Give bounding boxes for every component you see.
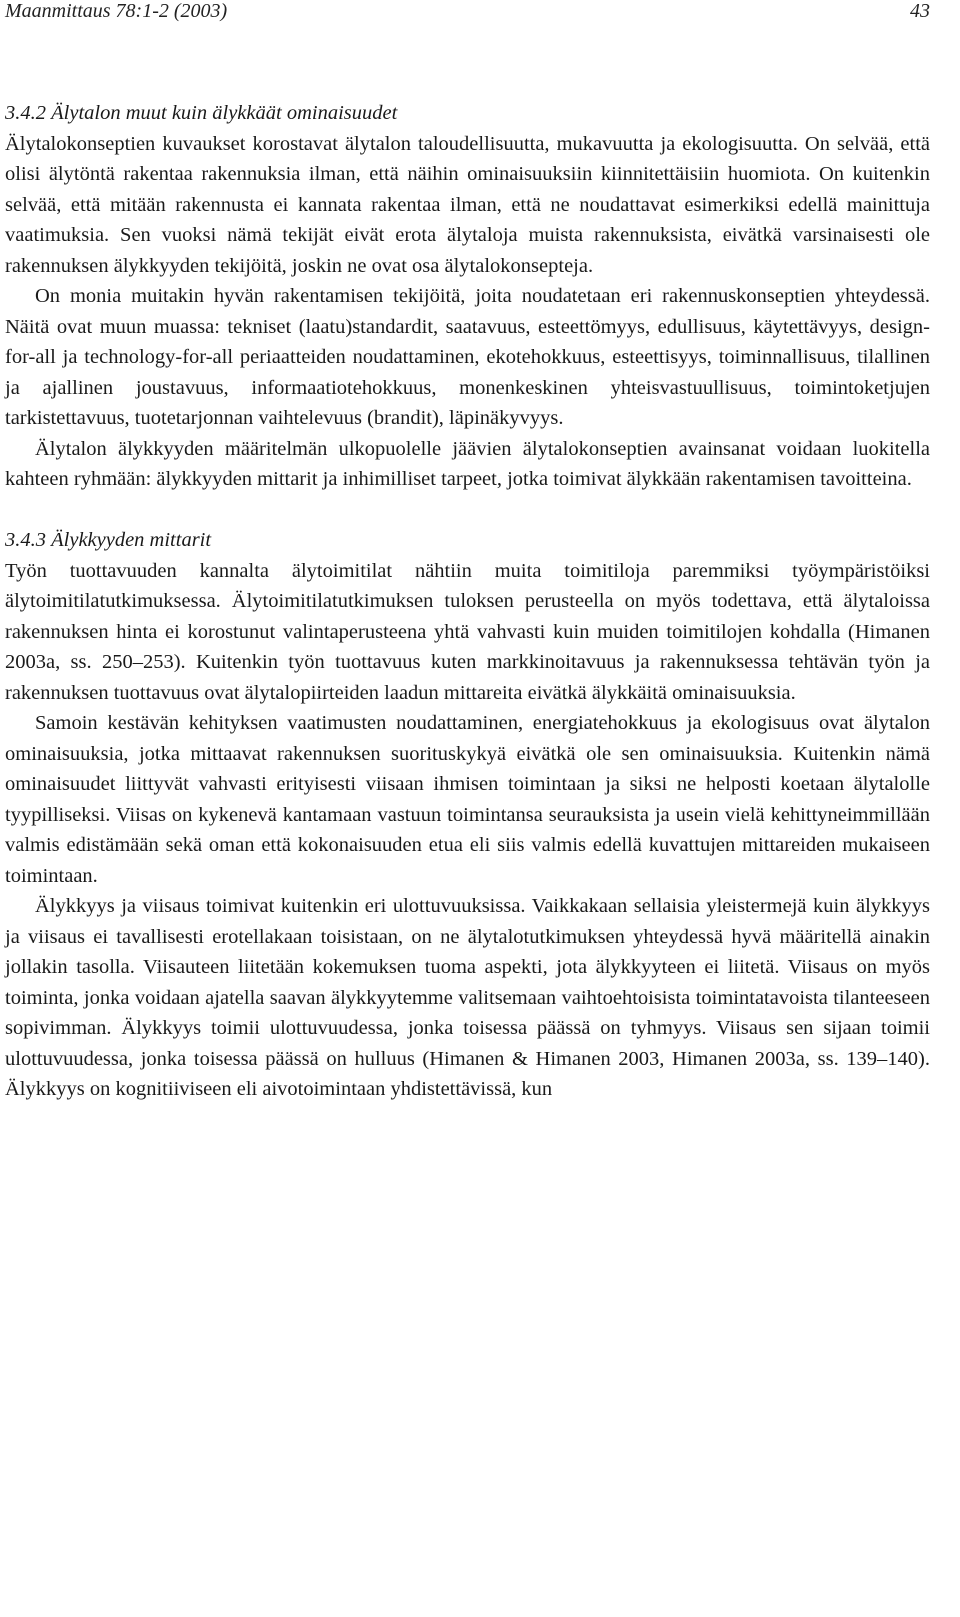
paragraph: On monia muitakin hyvän rakentamisen tekijöitä, joita noudatetaan eri rakennuskonseptien yhteydessä. Näitä ovat muun muassa: tekniset (laatu)standardit, saatavuus, esteettömyys, edullisuus, käytettävyys, design-for-all ja technology-for-all periaatteiden noudattaminen, ekotehokkuus, esteettisyys, toiminnallisuus, tilallinen ja ajallinen joustavuus, informaatiotehokkuus, monenkeskinen yhteisvastuullisuus, toimintoketjujen tarkistettavuus, tuotetarjonnan vaihtelevuus (brandit), läpinäkyvyys. [5,285,930,429]
paragraph: Älytalon älykkyyden määritelmän ulkopuolelle jäävien älytalokonseptien avainsanat voidaan luokitella kahteen ryhmään: älykkyyden mittarit ja inhimilliset tarpeet, jotka toimivat älykkään rakentamisen tavoitteina. [5,437,930,490]
paragraph: Älykkyys ja viisaus toimivat kuitenkin eri ulottuvuuksissa. Vaikkakaan sellaisia yleistermejä kuin älykkyys ja viisaus ei tavallisesti erotellakaan toisistaan, on ne älytalotutkimuksen yhteydessä hyvä määritellä ainakin jollakin tasolla. Viisauteen liitetään kokemuksen tuoma aspekti, jota älykkyyteen ei liitetä. Viisaus on myös toiminta, jonka voidaan ajatella saavan älykkyytemme valitsemaan vaihtoehtoisista toimintatavoista tilanteeseen sopivimman. Älykkyys toimii ulottuvuudessa, jonka toisessa päässä on tyhmyys. Viisaus sen sijaan toimii ulottuvuudessa, jonka toisessa päässä on hulluus (Himanen & Himanen 2003, Himanen 2003a, ss. 139–140). Älykkyys on kognitiiviseen eli aivotoimintaan yhdistettävissä, kun [5,895,930,1100]
paragraph: Työn tuottavuuden kannalta älytoimitilat nähtiin muita toimitiloja paremmiksi työympäristöiksi älytoimitilatutkimuksessa. Älytoimitilatutkimuksen tuloksen perusteella on myös todettava, että älytaloissa rakennuksen hinta ei korostunut valintaperusteena yhtä vahvasti kuin muiden toimitilojen kohdalla (Himanen 2003a, ss. 250–253). Kuitenkin työn tuottavuus kuten markkinoitavuus ja rakennuksessa tehtävän työn ja rakennuksen tuottavuus ovat älytalopiirteiden laadun mittareita eivätkä älykkäitä ominaisuuksia. [5,559,930,704]
paragraph: Samoin kestävän kehityksen vaatimusten noudattaminen, energiatehokkuus ja ekologisuus ovat älytalon ominaisuuksia, jotka mittaavat rakennuksen suorituskykyä eivätkä ole sen ominaisuuksia. Kuitenkin nämä ominaisuudet liittyvät vahvasti erityisesti viisaan ihmisen toimintaan ja siksi ne helposti koetaan älytalolle tyypilliseksi. Viisas on kykenevä kantamaan vastuun toimintansa seurauksista ja usein vielä kehittyneimmillään valmis edistämään sekä oman että kokonaisuuden etua eli siis valmis edellä kuvattujen mittareiden mukaiseen toimintaan. [5,712,930,887]
page-number: 43 [910,0,930,22]
paragraph: Älytalokonseptien kuvaukset korostavat älytalon taloudellisuutta, mukavuutta ja ekologisuutta. On selvää, että olisi älytöntä rakentaa rakennuksia ilman, että näihin ominaisuuksiin kiinnitettäisiin huomiota. On kuitenkin selvää, että mitään rakennusta ei kannata rakentaa ilman, että ne noudattavat esimerkiksi edellä mainittuja vaatimuksia. Sen vuoksi nämä tekijät eivät erota älytaloja muista rakennuksista, eivätkä varsinaisesti ole rakennuksen älykkyyden tekijöitä, joskin ne ovat osa älytalokonsepteja. [5,132,930,277]
section-heading-3-4-3: 3.4.3 Älykkyyden mittarit [5,529,212,551]
running-header [5,0,930,25]
journal-citation: Maanmittaus 78:1-2 (2003) [5,0,228,22]
document-page [5,0,930,1105]
section-heading-3-4-2: 3.4.2 Älytalon muut kuin älykkäät ominaisuudet [5,102,398,124]
